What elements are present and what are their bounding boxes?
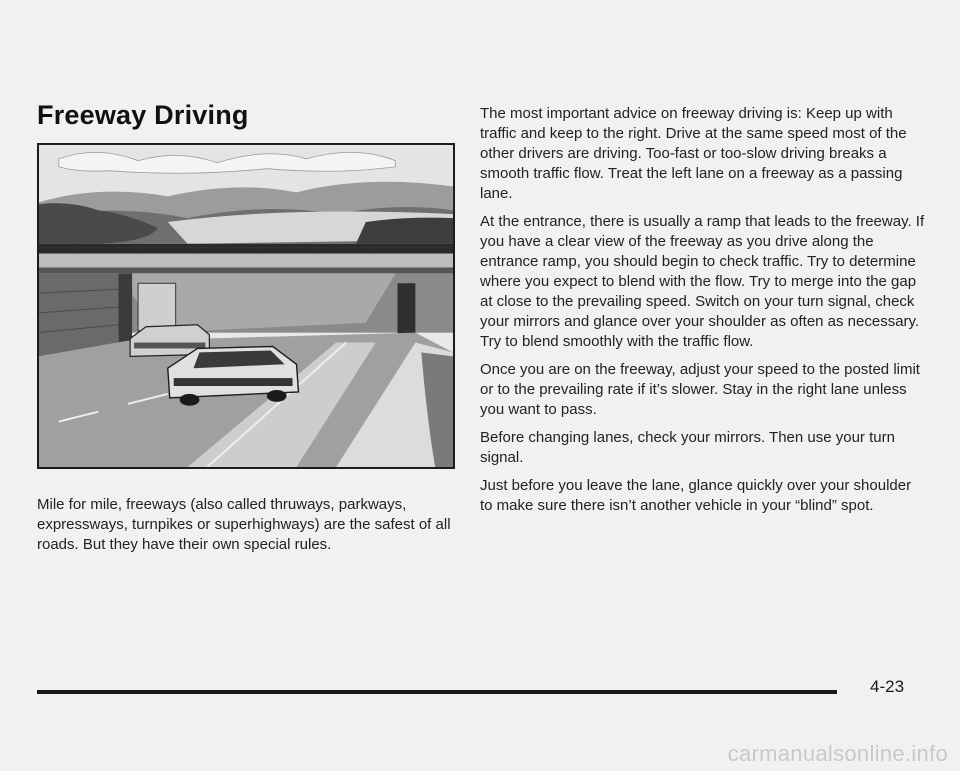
speed-paragraph: Once you are on the freeway, adjust your speed to the posted limit or to the prevailing rate if it’s slower. Stay in the right lane unless you want to pass. — [480, 361, 920, 418]
entrance-paragraph: At the entrance, there is usually a ramp that leads to the freeway. If you have a clear view of the freeway as you drive along the entrance ramp, you should begin to check traffic. Try to determine where you expect to blend with the flow. Try to merge into the gap at close to the prevailing speed. Switch on your turn signal, check your mirrors and glance over your shoulder as often as necessary. Try to blend smoothly with the traffic flow. — [480, 213, 925, 350]
freeway-overpass-drawing — [39, 145, 453, 467]
page-title: Freeway Driving — [37, 100, 249, 130]
footer-rule — [37, 690, 837, 694]
page-number: 4-23 — [870, 677, 905, 696]
advice-paragraph: The most important advice on freeway driving is: Keep up with traffic and keep to the right. Drive at the same speed most of the other drivers are driving. Too-fast or too-slow driving breaks a smooth traffic flow. Treat the left lane on a freeway as a passing lane. — [480, 105, 907, 202]
lane-change-paragraph: Before changing lanes, check your mirrors. Then use your turn signal. — [480, 429, 895, 466]
advice-column — [480, 104, 925, 524]
blind-spot-paragraph: Just before you leave the lane, glance quickly over your shoulder to make sure there isn’t another vehicle in your “blind” spot. — [480, 477, 912, 514]
intro-paragraph: Mile for mile, freeways (also called thruways, parkways, expressways, turnpikes or superhighways) are the safest of all roads. But they have their own special rules. — [37, 496, 451, 553]
freeway-illustration — [37, 143, 455, 469]
site-watermark: carmanualsonline.info — [727, 741, 948, 766]
